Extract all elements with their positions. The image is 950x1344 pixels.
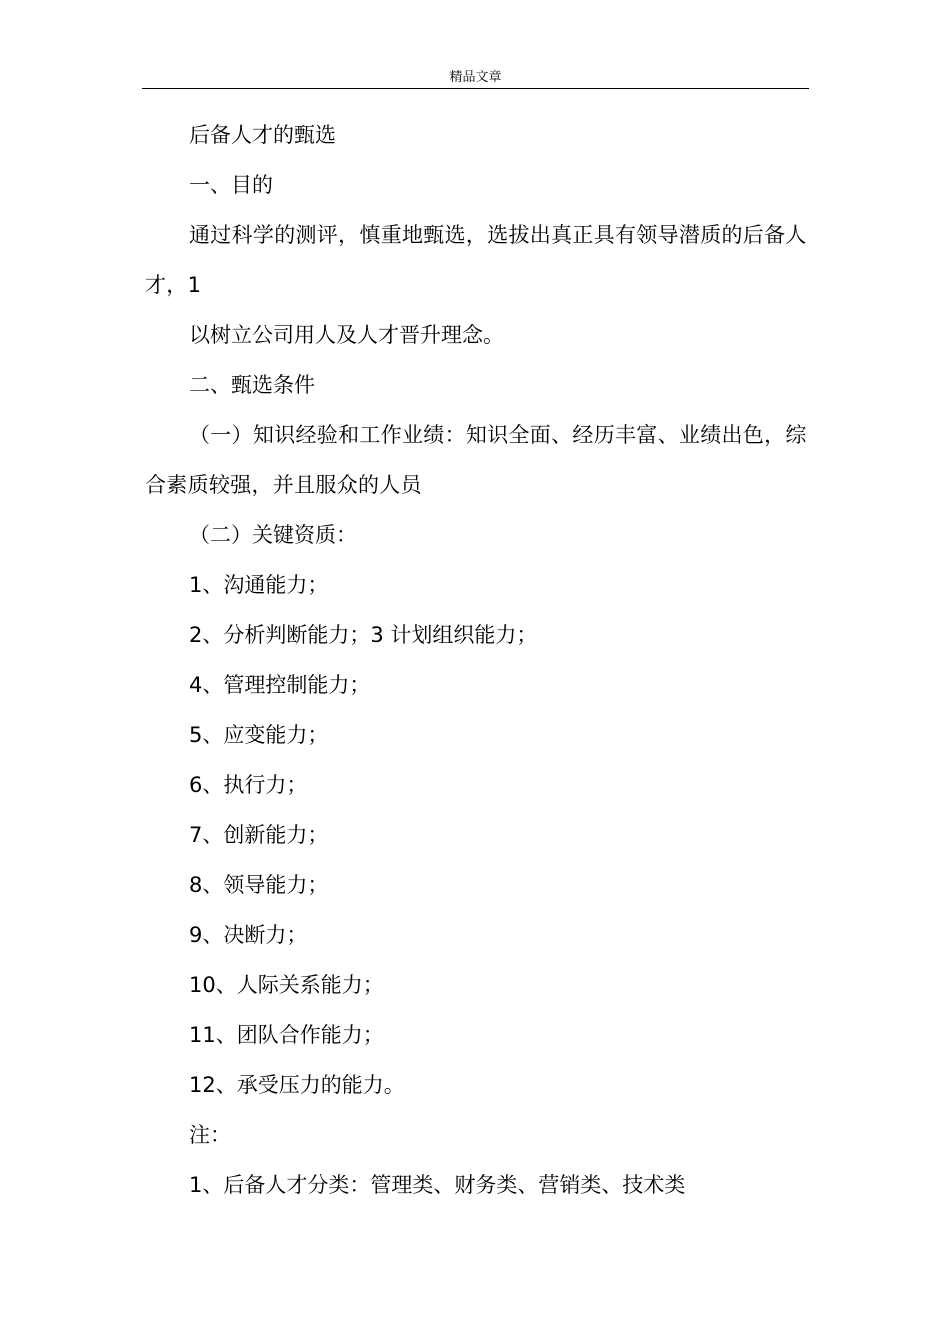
list-item: 2、分析判断能力；3 计划组织能力；	[189, 623, 538, 647]
paragraph-purpose: 通过科学的测评，慎重地甄选，选拔出真正具有领导潜质的后备人才，1	[145, 223, 807, 297]
note-label: 注：	[189, 1123, 231, 1147]
list-item: 9、决断力；	[189, 923, 308, 947]
section-heading-criteria: 二、甄选条件	[189, 373, 315, 397]
section-heading-purpose: 一、目的	[189, 173, 273, 197]
subheading-key-qualities: （二）关键资质：	[189, 523, 357, 547]
note-item: 1、后备人才分类：管理类、财务类、营销类、技术类	[189, 1173, 686, 1197]
list-item: 10、人际关系能力；	[189, 973, 384, 997]
paragraph-purpose-continued: 以树立公司用人及人才晋升理念。	[189, 323, 504, 347]
header-divider	[142, 88, 809, 89]
list-item: 6、执行力；	[189, 773, 308, 797]
list-item: 7、创新能力；	[189, 823, 329, 847]
list-item: 8、领导能力；	[189, 873, 329, 897]
list-item: 11、团队合作能力；	[189, 1023, 384, 1047]
list-item: 12、承受压力的能力。	[189, 1073, 405, 1097]
document-title: 后备人才的甄选	[189, 123, 336, 147]
paragraph-knowledge-experience: （一）知识经验和工作业绩：知识全面、经历丰富、业绩出色，综合素质较强，并且服众的人员	[145, 423, 807, 497]
page-header: 精品文章	[449, 70, 502, 85]
list-item: 5、应变能力；	[189, 723, 329, 747]
list-item: 1、沟通能力；	[189, 573, 329, 597]
document-body	[145, 110, 809, 1210]
list-item: 4、管理控制能力；	[189, 673, 371, 697]
